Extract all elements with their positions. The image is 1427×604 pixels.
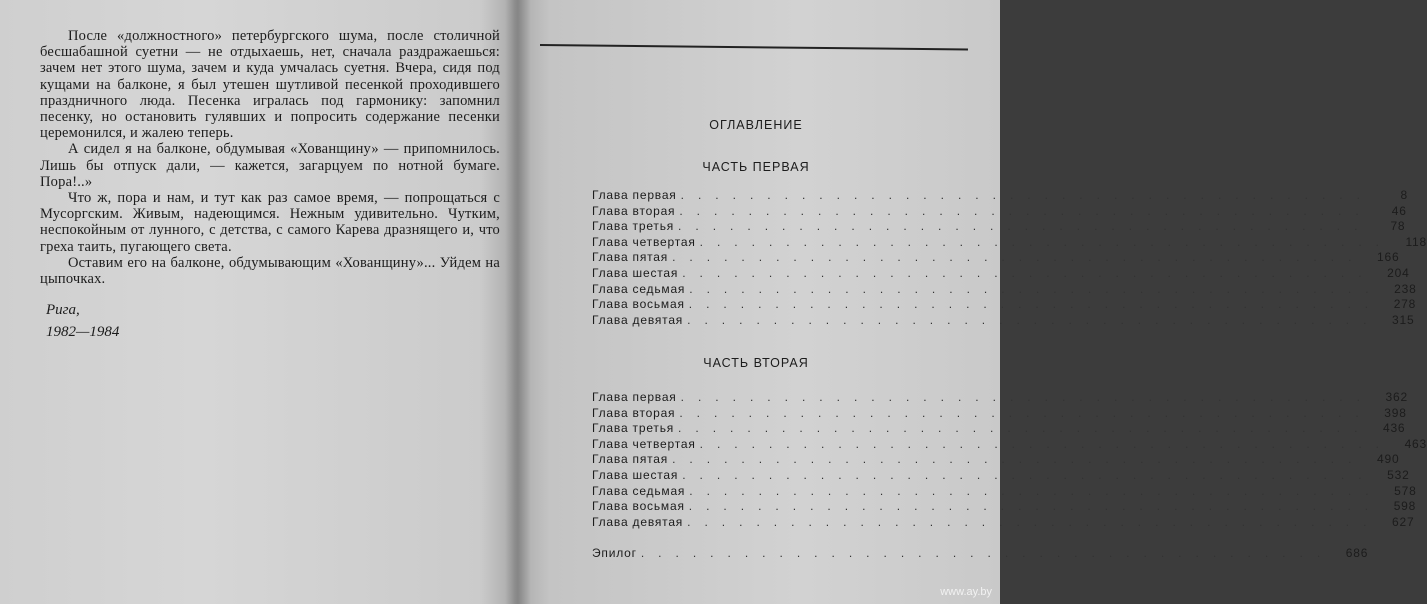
chapter-title: Глава третья bbox=[592, 421, 675, 436]
page-number: 578 bbox=[1394, 483, 1417, 498]
leader-dots: ........................................ bbox=[687, 312, 1381, 327]
leader-dots: ........................................ bbox=[679, 405, 1373, 420]
leader-dots: ........................................ bbox=[688, 499, 1383, 514]
book-gutter bbox=[505, 0, 531, 604]
watermark: www.ay.by bbox=[940, 586, 992, 598]
closing-text bbox=[40, 28, 500, 287]
header-rule bbox=[540, 44, 968, 50]
page-number: 204 bbox=[1387, 265, 1410, 280]
leader-dots: ........................................ bbox=[672, 452, 1366, 467]
signature-years: 1982—1984 bbox=[46, 324, 120, 341]
page-number: 532 bbox=[1387, 467, 1410, 482]
chapter-title: Глава восьмая bbox=[592, 297, 685, 312]
chapter-title: Глава девятая bbox=[592, 514, 684, 529]
toc-entry[interactable] bbox=[592, 281, 1417, 298]
chapter-title: Глава вторая bbox=[592, 405, 676, 420]
part-two-title: ЧАСТЬ ВТОРАЯ bbox=[703, 356, 809, 370]
epilogue-section bbox=[592, 546, 1369, 562]
left-page bbox=[40, 28, 500, 588]
toc-entry[interactable] bbox=[592, 203, 1407, 220]
toc-entry[interactable] bbox=[592, 452, 1400, 468]
page-number: 166 bbox=[1377, 250, 1400, 265]
part-two-chapters bbox=[592, 390, 1427, 530]
chapter-title: Глава пятая bbox=[592, 250, 669, 265]
page-number: 627 bbox=[1392, 514, 1415, 529]
page-number: 78 bbox=[1390, 219, 1406, 234]
page-number: 278 bbox=[1393, 297, 1417, 312]
part-one-title: ЧАСТЬ ПЕРВАЯ bbox=[702, 160, 810, 174]
leader-dots: ........................................ bbox=[640, 546, 1335, 560]
page-number: 398 bbox=[1384, 405, 1407, 420]
toc-entry[interactable] bbox=[592, 265, 1410, 282]
page-number: 362 bbox=[1385, 390, 1408, 404]
toc-entry[interactable] bbox=[592, 390, 1408, 406]
page-number: 8 bbox=[1400, 188, 1408, 202]
toc-entry[interactable] bbox=[592, 312, 1415, 329]
chapter-title: Глава шестая bbox=[592, 467, 679, 482]
chapter-title: Глава третья bbox=[592, 219, 675, 234]
toc-entry-epilogue[interactable] bbox=[592, 546, 1369, 562]
toc-title: ОГЛАВЛЕНИЕ bbox=[709, 118, 803, 132]
page-number: 490 bbox=[1377, 452, 1400, 467]
leader-dots: ........................................ bbox=[682, 467, 1376, 482]
leader-dots: ........................................ bbox=[689, 483, 1383, 498]
leader-dots: ........................................ bbox=[679, 203, 1373, 218]
leader-dots: ........................................ bbox=[688, 297, 1383, 312]
toc-entry[interactable] bbox=[592, 514, 1415, 531]
chapter-title: Глава восьмая bbox=[592, 499, 685, 514]
toc-entry[interactable] bbox=[592, 297, 1417, 313]
chapter-title: Глава вторая bbox=[592, 203, 676, 218]
page-number: 598 bbox=[1393, 499, 1417, 514]
page-number: 238 bbox=[1394, 281, 1417, 296]
leader-dots: ........................................ bbox=[680, 188, 1374, 202]
toc-entry[interactable] bbox=[592, 405, 1407, 422]
leader-dots: ........................................ bbox=[699, 436, 1393, 451]
toc-entry[interactable] bbox=[592, 219, 1406, 235]
toc-entry[interactable] bbox=[592, 467, 1410, 484]
paragraph: Оставим его на балконе, обдумывающим «Хованщину»... Уйдем на цыпочках. bbox=[40, 254, 500, 288]
paragraph: После «должностного» петербургского шума, после столичной бесшабашной суетни — не отдыхаешь, нет, сначала раздражаешься: зачем нет этого шума, зачем и куда умчалась суетня. Вчера, сидя под кущами на балконе, я был утешен шутливой песенкой проходившего праздничного люда. Песенка игралась под гармонику: запомнил песенку, но остановить гулявших и попросить содержание песенки церемонился, и жалею теперь. bbox=[40, 28, 500, 142]
chapter-title: Глава девятая bbox=[592, 312, 684, 327]
part-one-chapters bbox=[592, 188, 1427, 328]
toc-entry[interactable] bbox=[592, 250, 1400, 266]
chapter-title: Глава пятая bbox=[592, 452, 669, 467]
page-number: 46 bbox=[1391, 203, 1407, 218]
toc-entry[interactable] bbox=[592, 499, 1417, 515]
toc-entry[interactable] bbox=[592, 234, 1427, 251]
signature-block bbox=[40, 299, 500, 343]
toc-entry[interactable] bbox=[592, 188, 1408, 204]
paragraph: Что ж, пора и нам, и тут как раз самое время, — попрощаться с Мусоргским. Живым, надеющимся. Нежным удивительно. Чутким, неспокойным от лунного, с детства, с самого Карева дразнящего и, что греха таить, пугающего света. bbox=[40, 190, 500, 255]
page-number: 118 bbox=[1405, 234, 1427, 249]
chapter-title: Глава четвертая bbox=[592, 234, 696, 249]
leader-dots: ........................................ bbox=[689, 281, 1383, 296]
chapter-title: Глава первая bbox=[592, 188, 677, 202]
signature-place: Рига, bbox=[46, 302, 80, 319]
right-page bbox=[536, 36, 1427, 596]
leader-dots: ........................................ bbox=[680, 390, 1374, 404]
epilogue-title: Эпилог bbox=[592, 546, 637, 560]
leader-dots: ........................................ bbox=[699, 234, 1393, 249]
chapter-title: Глава седьмая bbox=[592, 483, 686, 498]
toc-entry[interactable] bbox=[592, 483, 1417, 500]
chapter-title: Глава шестая bbox=[592, 265, 679, 280]
leader-dots: ........................................ bbox=[682, 265, 1376, 280]
page-number: 315 bbox=[1392, 312, 1415, 327]
leader-dots: ........................................ bbox=[672, 250, 1366, 265]
page-number: 436 bbox=[1382, 421, 1406, 436]
chapter-title: Глава седьмая bbox=[592, 281, 686, 296]
leader-dots: ........................................ bbox=[687, 514, 1381, 529]
toc-entry[interactable] bbox=[592, 421, 1406, 437]
page-number: 463 bbox=[1404, 436, 1427, 451]
leader-dots: ........................................ bbox=[678, 219, 1372, 234]
paragraph: А сидел я на балконе, обдумывая «Хованщину» — припомнилось. Лишь бы отпуск дали, — кажется, загарцуем по нотной бумаге. Пора!..» bbox=[40, 141, 500, 190]
toc-entry[interactable] bbox=[592, 436, 1427, 453]
chapter-title: Глава первая bbox=[592, 390, 677, 404]
chapter-title: Глава четвертая bbox=[592, 436, 696, 451]
page-number: 686 bbox=[1345, 546, 1369, 560]
leader-dots: ........................................ bbox=[678, 421, 1372, 436]
